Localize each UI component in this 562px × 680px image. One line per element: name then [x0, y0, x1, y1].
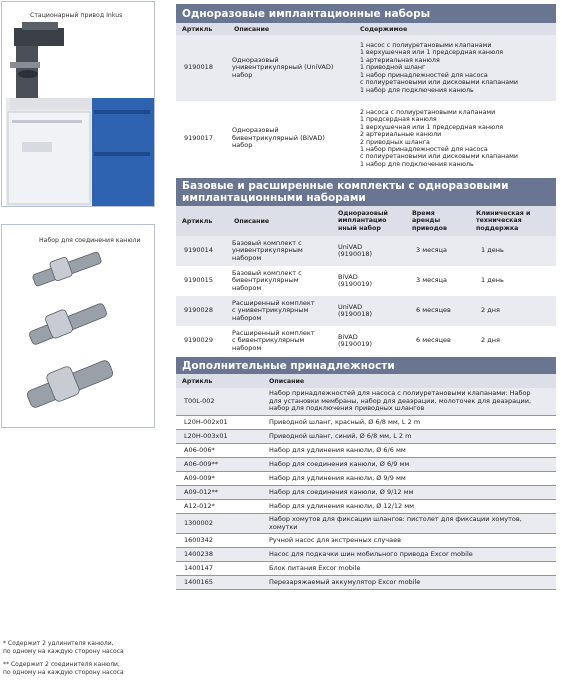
table-row	[176, 388, 556, 415]
cell-rental: 3 месяца	[416, 276, 447, 285]
section-title-basic-extended-kits: Базовые и расширенные комплекты с одноразовыми имплантационными наборами	[176, 178, 556, 206]
cell-support: 1 день	[481, 276, 504, 285]
cell-article: L20H-003x01	[184, 431, 228, 440]
cell-description: Одноразовый бивентрикулярный (BiVAD) набор	[232, 126, 325, 150]
cell-rental: 6 месяцев	[416, 306, 451, 315]
cell-description: Набор для соединения канюли, Ø 6/9 мм	[269, 459, 410, 468]
cell-description: Базовый комплект с унивентрикулярным набором	[232, 238, 303, 262]
header-contents: Содержимое	[360, 26, 408, 33]
table-row	[176, 236, 556, 266]
table-row	[176, 534, 556, 547]
cell-support: 2 дня	[481, 336, 500, 345]
cell-article: A09-009*	[184, 473, 215, 482]
cell-article: 9190028	[184, 306, 213, 315]
table-row	[176, 416, 556, 429]
cell-article: A09-012**	[184, 487, 218, 496]
header-kit: Одноразовый имплантацио нный набор	[338, 210, 388, 232]
cell-description: Набор для удлинения канюли, Ø 12/12 мм	[269, 501, 415, 510]
header-rental: Время аренды приводов	[412, 210, 447, 232]
cell-kit: UniVAD (9190018)	[338, 242, 373, 258]
header-description: Описание	[234, 218, 270, 225]
table-row	[176, 548, 556, 561]
cell-article: A12-012*	[184, 501, 215, 510]
table-row	[176, 266, 556, 296]
footnote-connector: ** Содержит 2 соединителя канюли, по одному на каждую сторону насоса	[3, 661, 124, 676]
cannula-caption: Набор для соединения канюли	[39, 237, 141, 244]
cannula-connectors-image	[2, 225, 154, 427]
cell-contents: 2 насоса с полиуретановыми клапанами 1 предсердная канюля 1 верхушечная или 1 предсердная канюля 2 артериальные канюли 2 приводных шланга 1 набор принадлежностей для насоса с полиуретановыми или дисковыми клапанами 1 набор для подключения канюль	[360, 108, 518, 168]
cell-description: Расширенный комплект с бивентрикулярным набором	[232, 328, 315, 352]
table-row	[176, 326, 556, 356]
table-row	[176, 101, 556, 176]
cell-contents: 1 насос с полиуретановыми клапанами 1 верхушечная или 1 предсердная канюля 1 артериальная канюля 1 приводной шланг 1 набор принадлежностей для насоса с полиуретановыми или дисковыми клапанами 1 набор для подключения канюль	[360, 42, 518, 94]
cell-kit: BiVAD (9190019)	[338, 272, 373, 288]
cell-article: 9190017	[184, 133, 213, 142]
section-title-accessories: Дополнительные принадлежности	[176, 357, 556, 374]
table-row	[176, 35, 556, 101]
footnote-extension: * Содержит 2 удлинителя канюли, по одному на каждую сторону насоса	[3, 640, 124, 655]
cell-kit: UniVAD (9190018)	[338, 302, 373, 318]
table-row	[176, 576, 556, 589]
cell-description: Набор для соединения канюли, Ø 9/12 мм	[269, 487, 414, 496]
cell-description: Блок питания Excor mobile	[269, 563, 361, 572]
cell-article: 9190029	[184, 336, 213, 345]
header-description: Описание	[269, 378, 305, 385]
cell-support: 1 день	[481, 246, 504, 255]
header-support: Клиническая и техническая поддержка	[476, 210, 531, 232]
cannula-image-box	[1, 224, 155, 428]
section3-header-row	[176, 374, 556, 388]
cell-description: Приводной шланг, синий, Ø 6/8 мм, L 2 m	[269, 431, 412, 440]
cell-description: Перезаряжаемый аккумулятор Excor mobile	[269, 577, 421, 586]
table-row	[176, 562, 556, 575]
section1-header-row	[176, 23, 556, 35]
table-row	[176, 458, 556, 471]
cell-article: 9190018	[184, 63, 213, 72]
cell-article: 1600342	[184, 535, 213, 544]
section2-header-row	[176, 206, 556, 236]
station-image-box	[1, 1, 155, 207]
cell-rental: 6 месяцев	[416, 336, 451, 345]
station-caption: Стационарный привод Inkus	[30, 12, 123, 19]
table-row	[176, 430, 556, 443]
cell-article: 9190014	[184, 246, 213, 255]
cell-description: Набор для удлинения канюли, Ø 6/6 мм	[269, 445, 406, 454]
table-row	[176, 500, 556, 513]
inkus-driver-image	[2, 2, 154, 206]
row-divider	[176, 589, 556, 590]
cell-description: Расширенный комплект с унивентрикулярным набором	[232, 298, 315, 322]
table-row	[176, 296, 556, 326]
cell-article: 1300002	[184, 518, 213, 527]
cell-article: A06-006*	[184, 445, 215, 454]
cell-article: L20H-002x01	[184, 417, 228, 426]
cell-description: Набор для удлинения канюли, Ø 9/9 мм	[269, 473, 406, 482]
cell-description: Набор принадлежностей для насоса с полиуретановыми клапанами: Набор для установки мембраны, набор для деаэрации, молоточек для деаэрации, набор для подключения приводных шлангов	[269, 389, 532, 413]
cell-description: Набор хомутов для фиксации шлангов: пистолет для фиксации хомутов, хомутки	[269, 515, 522, 531]
table-row	[176, 444, 556, 457]
cell-description: Приводной шланг, красный, Ø 6/8 мм, L 2 m	[269, 417, 421, 426]
cell-description: Одноразовый унивентрикулярный (UniVAD) набор	[232, 55, 334, 79]
cell-article: T00L-002	[184, 396, 215, 405]
cell-description: Ручной насос для экстренных случаев	[269, 535, 401, 544]
cell-description: Базовый комплект с бивентрикулярным набором	[232, 268, 302, 292]
cell-article: 9190015	[184, 276, 213, 285]
header-article: Артикль	[182, 26, 213, 33]
cell-article: 1400238	[184, 549, 213, 558]
table-row	[176, 514, 556, 533]
cell-article: A06-009**	[184, 459, 218, 468]
cell-description: Насос для подкачки шин мобильного привода Excor mobile	[269, 549, 473, 558]
table-row	[176, 486, 556, 499]
cell-support: 2 дня	[481, 306, 500, 315]
section-title-implant-kits: Одноразовые имплантационные наборы	[176, 4, 556, 23]
table-row	[176, 472, 556, 485]
header-article: Артикль	[182, 218, 213, 225]
header-description: Описание	[234, 26, 270, 33]
cell-article: 1400165	[184, 577, 213, 586]
cell-kit: BiVAD (9190019)	[338, 332, 373, 348]
cell-rental: 3 месяца	[416, 246, 447, 255]
header-article: Артикль	[182, 378, 213, 385]
cell-article: 1400147	[184, 563, 213, 572]
